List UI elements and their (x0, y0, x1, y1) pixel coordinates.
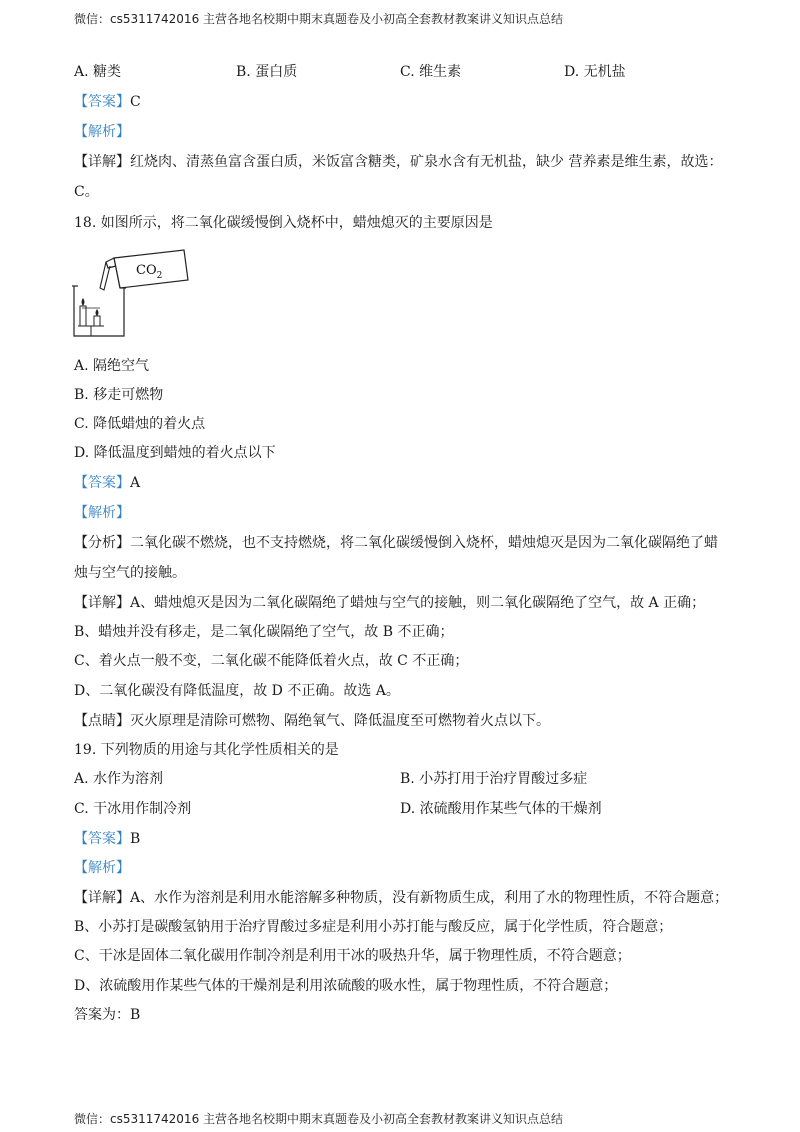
q18-option-d: D. 降低温度到蜡烛的着火点以下 (74, 445, 276, 461)
q19-analysis-heading (74, 858, 130, 878)
q19-detail-line-4: D、浓硫酸用作某些气体的干燥剂是利用浓硫酸的吸水性，属于物理性质，不符合题意； (74, 978, 618, 994)
detail-text: 红烧肉、清蒸鱼富含蛋白质，米饭富含糖类，矿泉水含有无机盐，缺少 营养素是维生素，故选： (130, 154, 723, 170)
q17-answer (74, 92, 141, 112)
q17-option-a: A. 糖类 (74, 64, 122, 80)
q19-detail-line-1 (74, 888, 728, 908)
q18-detail-line-2: B、蜡烛并没有移走，是二氧化碳隔绝了空气，故 B 不正确； (74, 624, 454, 640)
q19-answer (74, 829, 140, 849)
page-footer: 微信：cs5311742016 主营各地名校期中期末真题卷及小初高全套教材教案讲义知识点总结 (74, 1112, 564, 1126)
analysis-tag: 【解析】 (74, 124, 130, 140)
q18-option-c: C. 降低蜡烛的着火点 (74, 416, 206, 432)
q18-detail-line-4: D、二氧化碳没有降低温度，故 D 不正确。故选 A。 (74, 683, 400, 699)
q19-option-b: B. 小苏打用于治疗胃酸过多症 (400, 771, 588, 787)
q18-analysis-heading (74, 503, 130, 523)
detail-text: A、蜡烛熄灭是因为二氧化碳隔绝了蜡烛与空气的接触，则二氧化碳隔绝了空气，故 A 正确； (130, 595, 706, 611)
analysis-tag: 【解析】 (74, 860, 130, 876)
answer-value: C (130, 94, 141, 110)
detail-tag: 【详解】 (74, 154, 130, 170)
q18-detail-line-3: C、着火点一般不变，二氧化碳不能降低着火点，故 C 不正确； (74, 653, 469, 669)
q19-stem: 19. 下列物质的用途与其化学性质相关的是 (74, 742, 339, 758)
q17-option-d: D. 无机盐 (564, 64, 626, 80)
q17-option-c: C. 维生素 (400, 64, 462, 80)
q17-detail-line-1 (74, 152, 722, 172)
answer-tag: 【答案】 (74, 831, 130, 847)
q17-option-b: B. 蛋白质 (236, 64, 298, 80)
answer-value: A (130, 475, 141, 491)
fenxi-text: 二氧化碳不燃烧，也不支持燃烧，将二氧化碳缓慢倒入烧杯，蜡烛熄灭是因为二氧化碳隔绝了蜡 (130, 535, 718, 551)
q19-option-d: D. 浓硫酸用作某些气体的干燥剂 (400, 801, 602, 817)
page-header: 微信：cs5311742016 主营各地名校期中期末真题卷及小初高全套教材教案讲义知识点总结 (74, 12, 564, 26)
q17-analysis-heading (74, 122, 130, 142)
q19-detail-line-2: B、小苏打是碳酸氢钠用于治疗胃酸过多症是利用小苏打能与酸反应，属于化学性质，符合题意； (74, 919, 673, 935)
q18-dianjing (74, 711, 550, 731)
q19-option-a: A. 水作为溶剂 (74, 771, 164, 787)
co2-beaker-figure (70, 246, 194, 338)
dianjing-text: 灭火原理是清除可燃物、隔绝氧气、降低温度至可燃物着火点以下。 (130, 713, 550, 729)
q19-final-answer: 答案为：B (74, 1007, 141, 1023)
q18-detail-line-1 (74, 593, 705, 613)
q19-detail-line-3: C、干冰是固体二氧化碳用作制冷剂是利用干冰的吸热升华，属于物理性质，不符合题意； (74, 948, 631, 964)
q18-answer (74, 473, 140, 493)
q17-detail-line-2: C。 (74, 184, 99, 200)
dianjing-tag: 【点睛】 (74, 713, 130, 729)
detail-text: A、水作为溶剂是利用水能溶解多种物质，没有新物质生成，利用了水的物理性质，不符合题意； (130, 890, 729, 906)
q18-fenxi-line-1 (74, 533, 718, 553)
answer-tag: 【答案】 (74, 94, 130, 110)
candles (78, 298, 104, 336)
answer-tag: 【答案】 (74, 475, 130, 491)
co2-label: $CO_2$ (136, 263, 163, 281)
q18-stem: 18. 如图所示，将二氧化碳缓慢倒入烧杯中，蜡烛熄灭的主要原因是 (74, 215, 493, 231)
fenxi-tag: 【分析】 (74, 535, 130, 551)
q18-option-b: B. 移走可燃物 (74, 387, 164, 403)
answer-value: B (130, 831, 141, 847)
q18-option-a: A. 隔绝空气 (74, 358, 150, 374)
q19-option-c: C. 干冰用作制冷剂 (74, 801, 192, 817)
q18-fenxi-line-2: 烛与空气的接触。 (74, 565, 186, 581)
detail-tag: 【详解】 (74, 890, 130, 906)
detail-tag: 【详解】 (74, 595, 130, 611)
analysis-tag: 【解析】 (74, 505, 130, 521)
